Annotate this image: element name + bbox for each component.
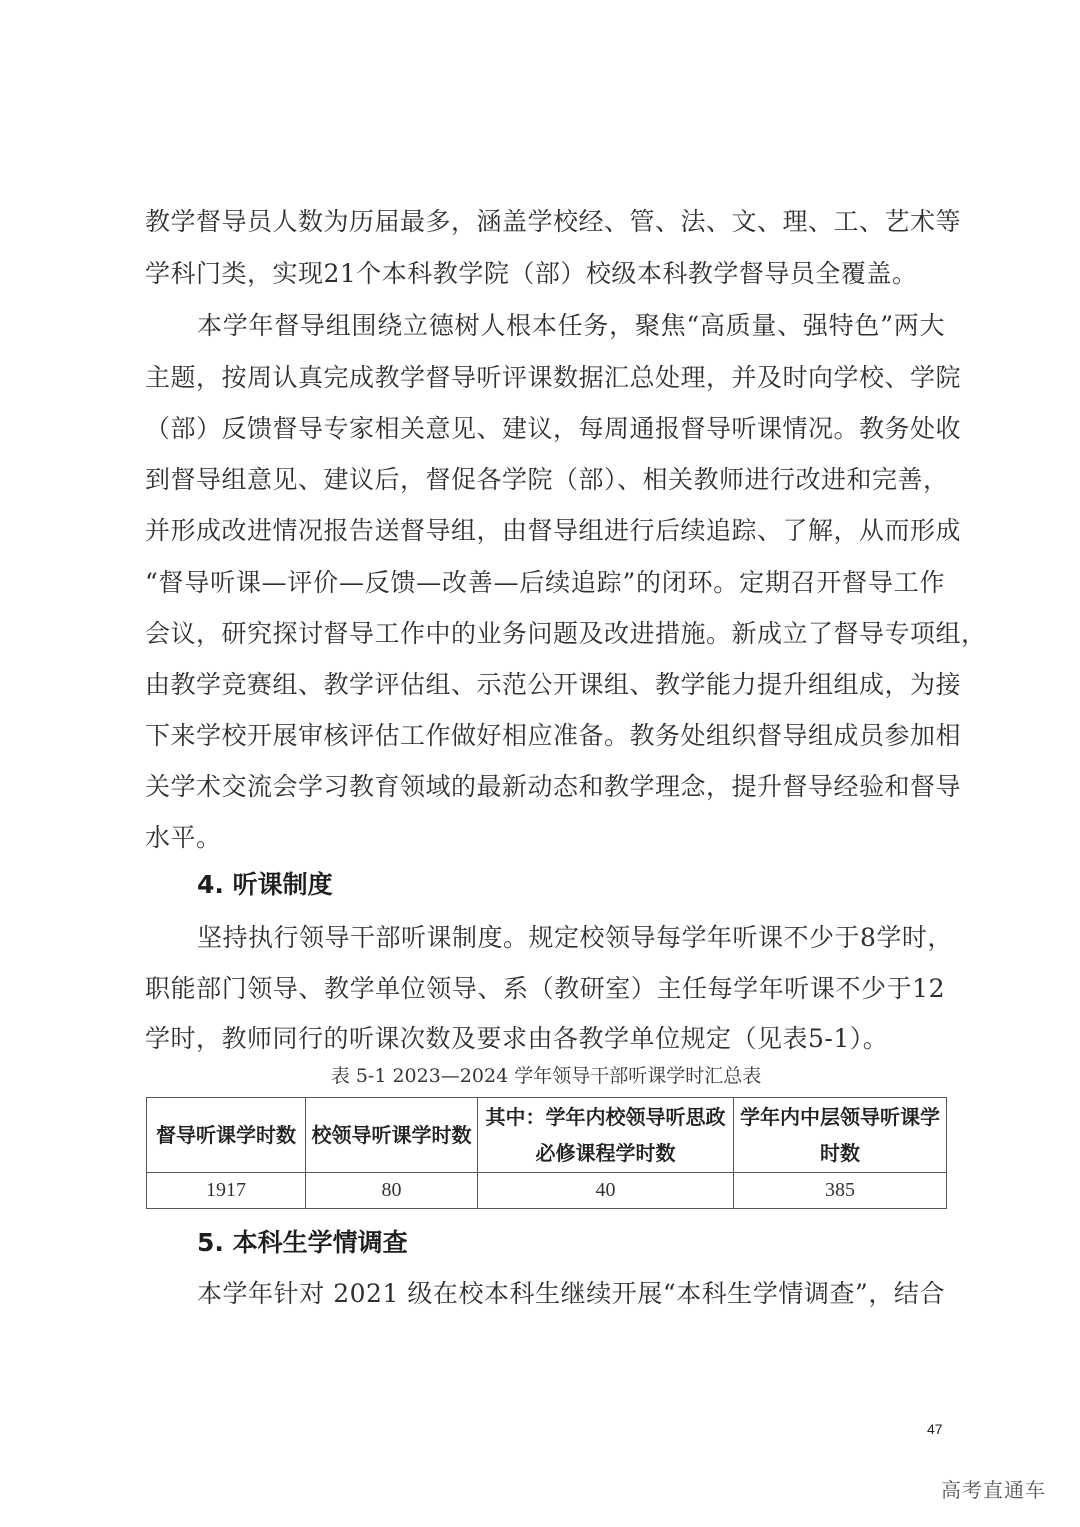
paragraph-line: 关学术交流会学习教育领域的最新动态和教学理念，提升督导经验和督导 xyxy=(145,772,962,801)
paragraph-line: 下来学校开展审核评估工作做好相应准备。教务处组织督导组成员参加相 xyxy=(145,721,962,750)
paragraph-line: 学时，教师同行的听课次数及要求由各教学单位规定（见表5-1）。 xyxy=(145,1024,889,1053)
paragraph-line: 本学年针对 2021 级在校本科生继续开展“本科生学情调查”，结合 xyxy=(197,1279,945,1308)
table-header-cell: 其中：学年内校领导听思政必修课程学时数 xyxy=(478,1098,734,1173)
paragraph-line: 由教学竞赛组、教学评估组、示范公开课组、教学能力提升组组成，为接 xyxy=(145,670,962,699)
paragraph-line: 水平。 xyxy=(145,823,222,852)
paragraph-line: 本学年督导组围绕立德树人根本任务，聚焦“高质量、强特色”两大 xyxy=(197,311,945,340)
paragraph-line: “督导听课—评价—反馈—改善—后续追踪”的闭环。定期召开督导工作 xyxy=(145,568,945,597)
paragraph-line: 职能部门领导、教学单位领导、系（教研室）主任每学年听课不少于12 xyxy=(145,974,945,1003)
paragraph-line: 到督导组意见、建议后，督促各学院（部）、相关教师进行改进和完善， xyxy=(145,465,949,494)
table-header-cell: 校领导听课学时数 xyxy=(306,1098,478,1173)
section-heading-listening-system: 4. 听课制度 xyxy=(197,870,333,899)
paragraph-line: 坚持执行领导干部听课制度。规定校领导每学年听课不少于8学时， xyxy=(197,923,953,952)
table-header-row xyxy=(147,1098,947,1173)
leader-listening-hours-table xyxy=(146,1097,947,1209)
table-cell: 40 xyxy=(478,1173,734,1209)
table-header-cell: 学年内中层领导听课学时数 xyxy=(734,1098,947,1173)
section-heading-student-survey: 5. 本科生学情调查 xyxy=(197,1228,408,1257)
table-cell: 385 xyxy=(734,1173,947,1209)
paragraph-line: 会议，研究探讨督导工作中的业务问题及改进措施。新成立了督导专项组， xyxy=(145,619,987,648)
paragraph-line: （部）反馈督导专家相关意见、建议，每周通报督导听课情况。教务处收 xyxy=(145,414,962,443)
watermark-text: 高考直通车 xyxy=(941,1478,1046,1502)
paragraph-line: 并形成改进情况报告送督导组，由督导组进行后续追踪、了解，从而形成 xyxy=(145,516,962,545)
page-number: 47 xyxy=(927,1421,943,1437)
table-row xyxy=(147,1173,947,1209)
table-caption: 表 5-1 2023—2024 学年领导干部听课学时汇总表 xyxy=(330,1065,762,1087)
table-cell: 80 xyxy=(306,1173,478,1209)
table-header-cell: 督导听课学时数 xyxy=(147,1098,306,1173)
paragraph-line: 教学督导员人数为历届最多，涵盖学校经、管、法、文、理、工、艺术等 xyxy=(145,207,962,236)
table-cell: 1917 xyxy=(147,1173,306,1209)
paragraph-line: 主题，按周认真完成教学督导听评课数据汇总处理，并及时向学校、学院 xyxy=(145,363,962,392)
paragraph-line: 学科门类，实现21个本科教学院（部）校级本科教学督导员全覆盖。 xyxy=(145,259,918,288)
